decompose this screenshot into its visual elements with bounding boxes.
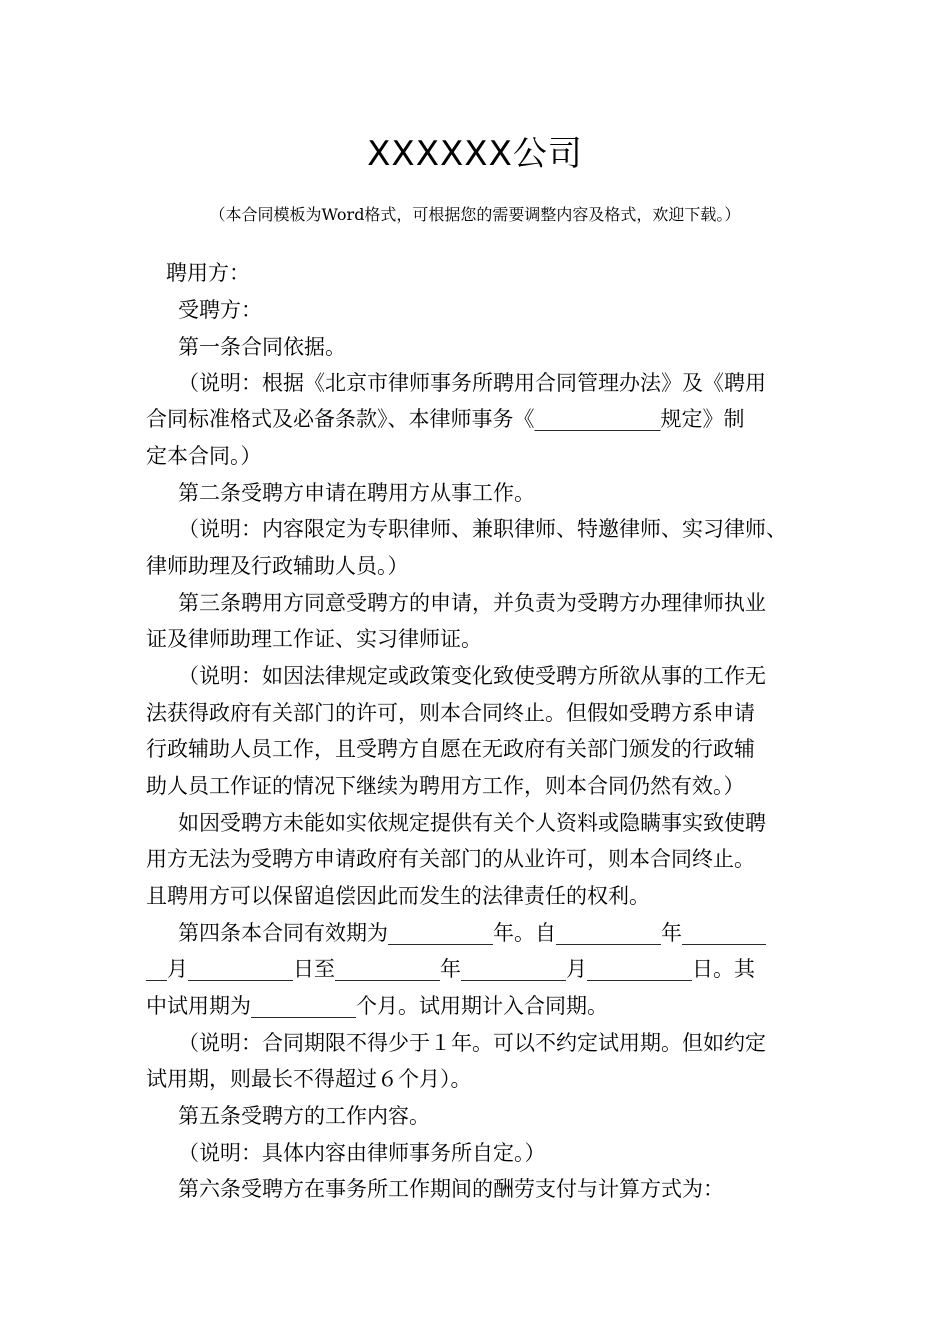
text-line: __月__________日至__________年__________月__________日。其 [146, 957, 755, 981]
text-line: 试用期，则最长不得超过６个月）。 [146, 1067, 472, 1091]
text-line: 定本合同。） [146, 444, 262, 468]
text-line: 行政辅助人员工作，且受聘方自愿在无政府有关部门颁发的行政辅 [146, 737, 755, 761]
text-line: 第四条本合同有效期为__________年。自__________年________ [178, 921, 766, 945]
text-line: 第三条聘用方同意受聘方的申请，并负责为受聘方办理律师执业 [178, 591, 766, 615]
text-line: 证及律师助理工作证、实习律师证。 [146, 627, 482, 651]
document-title: XXXXXX公司 [367, 134, 583, 174]
text-line: 第六条受聘方在事务所工作期间的酬劳支付与计算方式为： [178, 1177, 724, 1201]
text-line: 第五条受聘方的工作内容。 [178, 1104, 430, 1128]
text-line: 用方无法为受聘方申请政府有关部门的从业许可，则本合同终止。 [146, 847, 755, 871]
text-line: （说明：合同期限不得少于１年。可以不约定试用期。但如约定 [178, 1031, 766, 1055]
text-line: 如因受聘方未能如实依规定提供有关个人资料或隐瞒事实致使聘 [178, 811, 766, 835]
text-line: （说明：具体内容由律师事务所自定。） [178, 1141, 546, 1165]
text-line: 律师助理及行政辅助人员。） [146, 554, 409, 578]
text-line: （说明：根据《北京市律师事务所聘用合同管理办法》及《聘用 [178, 371, 766, 395]
text-line: （说明：如因法律规定或政策变化致使受聘方所欲从事的工作无 [178, 664, 766, 688]
text-line: 且聘用方可以保留追偿因此而发生的法律责任的权利。 [146, 884, 650, 908]
template-note: （本合同模板为Word格式，可根据您的需要调整内容及格式，欢迎下载。） [209, 205, 741, 224]
text-line: 中试用期为__________个月。试用期计入合同期。 [146, 994, 608, 1018]
text-line: 助人员工作证的情况下继续为聘用方工作，则本合同仍然有效。） [146, 774, 745, 798]
text-line: 第一条合同依据。 [178, 335, 346, 359]
text-line: 聘用方： [166, 261, 250, 285]
text-line: （说明：内容限定为专职律师、兼职律师、特邀律师、实习律师、 [178, 517, 787, 541]
text-line: 第二条受聘方申请在聘用方从事工作。 [178, 481, 535, 505]
text-line: 法获得政府有关部门的许可，则本合同终止。但假如受聘方系申请 [146, 701, 755, 725]
text-line: 受聘方： [178, 298, 262, 322]
text-line: 合同标准格式及必备条款》、本律师事务《____________规定》制 [146, 407, 745, 431]
